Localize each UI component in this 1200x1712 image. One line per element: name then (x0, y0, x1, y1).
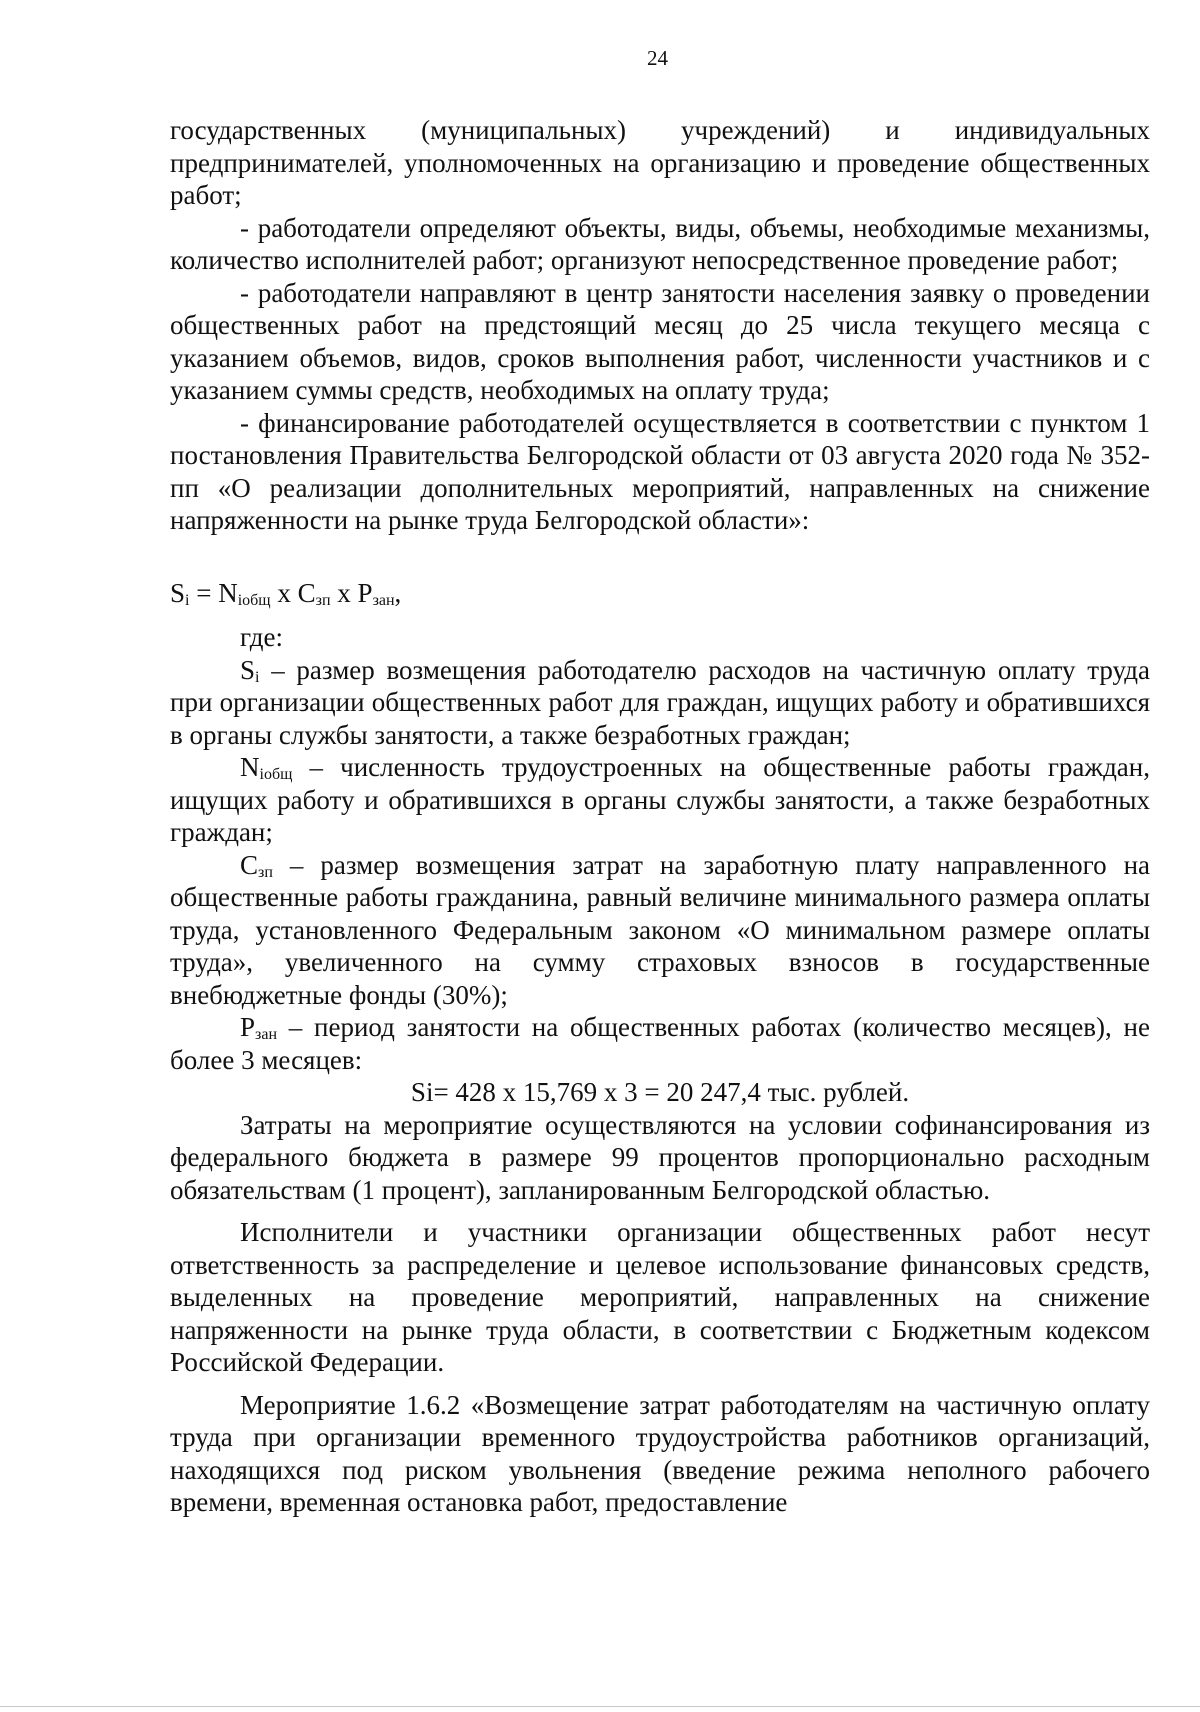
calculation: Si= 428 x 15,769 x 3 = 20 247,4 тыс. рублей. (410, 1077, 910, 1107)
definition-p: $P_{зан}$ – период занятости на общественных работах (количество месяцев), не более 3 месяцев: (170, 1012, 1150, 1075)
scan-edge-line (0, 1706, 1200, 1707)
paragraph-5: Затраты на мероприятие осуществляются на условии софинансирования из федерального бюджета в размере 99 процентов пропорционально расходным обязательствам (1 процент), запланированным Белгородской областью. (170, 1109, 1150, 1205)
paragraph-2: - работодатели определяют объекты, виды, объемы, необходимые механизмы, количество исполнителей работ; организуют непосредственное проведение работ; (170, 212, 1150, 275)
paragraph-4: - финансирование работодателей осуществляется в соответствии с пунктом 1 постановления Правительства Белгородской области от 03 августа 2020 года № 352-пп «О реализации дополнительных мероприятий, направленных на снижение напряженности на рынке труда Белгородской области»: (170, 407, 1150, 535)
definition-si: $S_i$ – размер возмещения работодателю расходов на частичную оплату труда при организации общественных работ для граждан, ищущих работу и обратившихся в органы службы занятости, а также безработных граждан; (170, 654, 1150, 750)
paragraph-1: государственных (муниципальных) учреждений) и индивидуальных предпринимателей, уполномоченных на организацию и проведение общественных работ; (170, 115, 1150, 210)
document-body (170, 114, 1150, 1519)
paragraph-3: - работодатели направляют в центр занятости населения заявку о проведении общественных работ на предстоящий месяц до 25 числа текущего месяца с указанием объемов, видов, сроков выполнения работ, численности участников и с указанием суммы средств, необходимых на оплату труда; (170, 277, 1150, 405)
paragraph-7: Мероприятие 1.6.2 «Возмещение затрат работодателям на частичную оплату труда при организации временного трудоустройства работников организаций, находящихся под риском увольнения (введение режима неполного рабочего времени, временная остановка работ, предоставление (170, 1389, 1150, 1517)
paragraph-6: Исполнители и участники организации общественных работ несут ответственность за распределение и целевое использование финансовых средств, выделенных на проведение мероприятий, направленных на снижение напряженности на рынке труда области, в соответствии с Бюджетным кодексом Российской Федерации. (170, 1217, 1150, 1377)
where-label: где: (240, 622, 283, 652)
definition-n: $N_{iобщ}$ – численность трудоустроенных на общественные работы граждан, ищущих работу и обратившихся в органы службы занятости, а также безработных граждан; (170, 752, 1150, 847)
page-number: 24 (647, 46, 668, 70)
formula: $S_i = N_{iобщ}$ x $C_{зп}$ x $P_{зан}$, (170, 577, 402, 609)
definition-c: $C_{зп}$ – размер возмещения затрат на заработную плату направленного на общественные работы гражданина, равный величине минимального размера оплаты труда, установленного Федеральным законом «О минимальном размере оплаты труда», увеличенного на сумму страховых взносов в государственные внебюджетные фонды (30%); (170, 849, 1150, 1010)
